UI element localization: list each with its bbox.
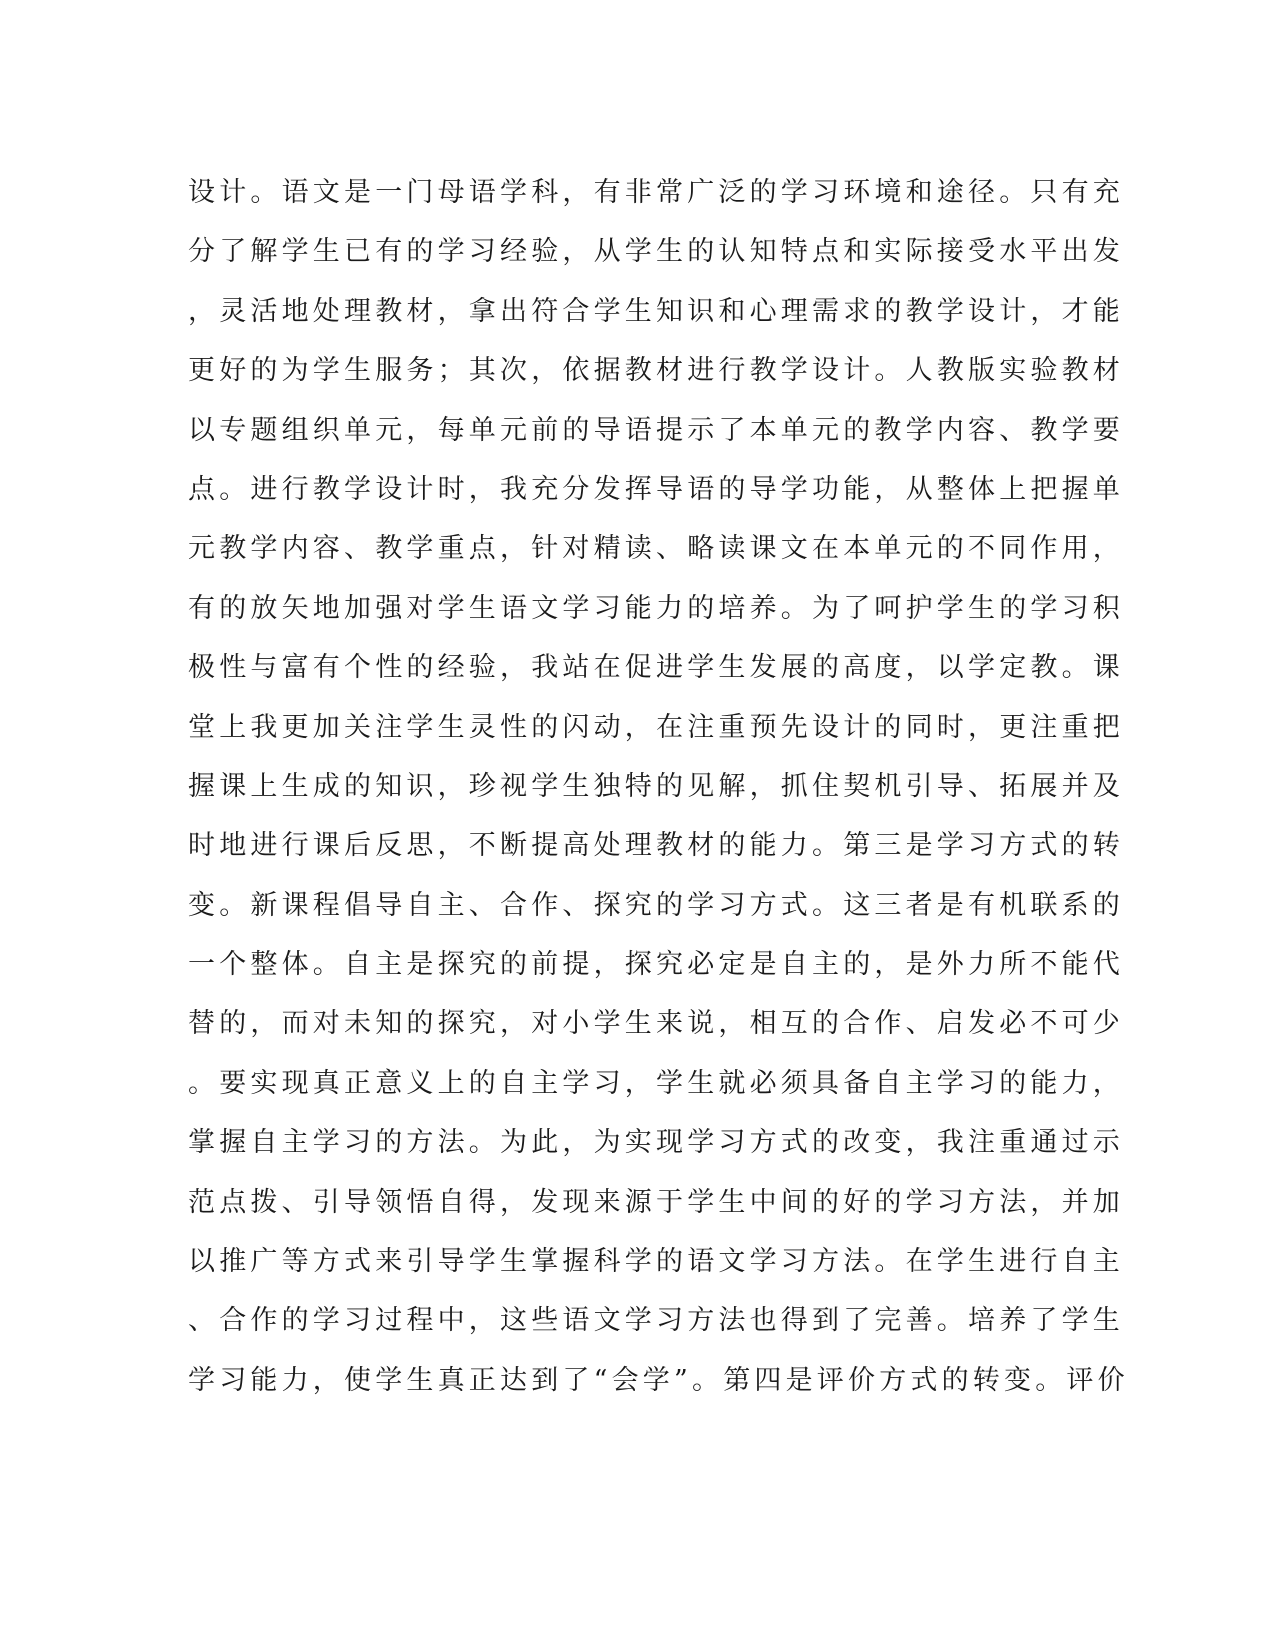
text-line: 时地进行课后反思，不断提高处理教材的能力。第三是学习方式的转 [188, 830, 1124, 862]
text-line: 掌握自主学习的方法。为此，为实现学习方式的改变，我注重通过示 [188, 1127, 1124, 1159]
text-line: 范点拨、引导领悟自得，发现来源于学生中间的好的学习方法，并加 [188, 1186, 1124, 1218]
text-line: 堂上我更加关注学生灵性的闪动，在注重预先设计的同时，更注重把 [188, 711, 1124, 743]
text-line: 点。进行教学设计时，我充分发挥导语的导学功能，从整体上把握单 [188, 473, 1124, 505]
text-line: 、合作的学习过程中，这些语文学习方法也得到了完善。培养了学生 [188, 1305, 1124, 1337]
text-line: 变。新课程倡导自主、合作、探究的学习方式。这三者是有机联系的 [188, 889, 1124, 921]
body-text [188, 163, 1129, 1410]
text-line: 极性与富有个性的经验，我站在促进学生发展的高度，以学定教。课 [188, 652, 1124, 684]
text-line: 元教学内容、教学重点，针对精读、略读课文在本单元的不同作用， [188, 533, 1124, 565]
text-line: 。要实现真正意义上的自主学习，学生就必须具备自主学习的能力， [188, 1067, 1124, 1099]
text-line: 以专题组织单元，每单元前的导语提示了本单元的教学内容、教学要 [188, 414, 1124, 446]
text-line: 设计。语文是一门母语学科，有非常广泛的学习环境和途径。只有充 [188, 177, 1124, 208]
text-line: 一个整体。自主是探究的前提，探究必定是自主的，是外力所不能代 [188, 949, 1124, 981]
text-line: 握课上生成的知识，珍视学生独特的见解，抓住契机引导、拓展并及 [188, 770, 1124, 802]
text-line: 更好的为学生服务；其次，依据教材进行教学设计。人教版实验教材 [188, 355, 1124, 387]
text-line: 替的，而对未知的探究，对小学生来说，相互的合作、启发必不可少 [188, 1008, 1124, 1040]
text-line: 以推广等方式来引导学生掌握科学的语文学习方法。在学生进行自主 [188, 1246, 1124, 1278]
text-line: 学习能力，使学生真正达到了“会学”。第四是评价方式的转变。评价 [188, 1364, 1129, 1396]
text-line: 有的放矢地加强对学生语文学习能力的培养。为了呵护学生的学习积 [188, 592, 1124, 624]
text-line: 分了解学生已有的学习经验，从学生的认知特点和实际接受水平出发 [188, 236, 1124, 268]
text-line: ，灵活地处理教材，拿出符合学生知识和心理需求的教学设计，才能 [188, 295, 1124, 327]
